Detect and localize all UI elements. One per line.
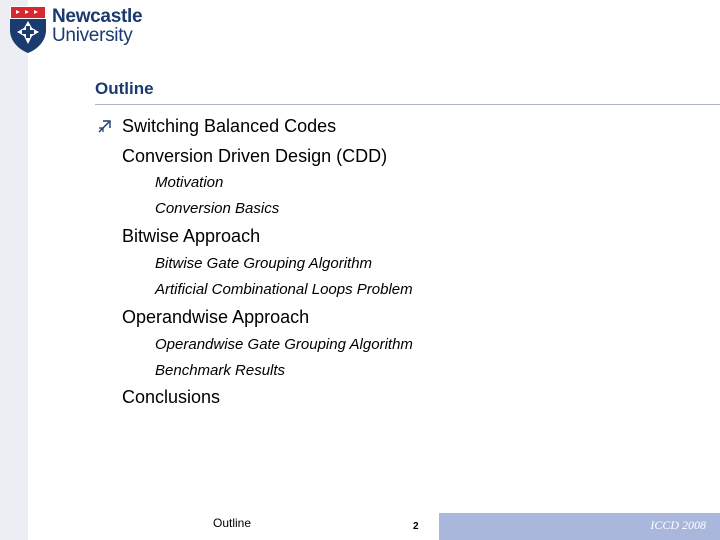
outline-item: Conclusions: [122, 387, 221, 407]
left-decorative-strip: [0, 0, 28, 540]
arrow-bullet-icon: [96, 117, 114, 135]
outline-subitem: Artificial Combinational Loops Problem: [155, 281, 413, 298]
footer-section-label: Outline: [213, 516, 252, 530]
outline-item: Conversion Driven Design (CDD): [122, 146, 388, 166]
logo-line-2: University: [52, 25, 133, 46]
logo-line-1: Newcastle: [52, 6, 143, 27]
title-divider: [95, 104, 720, 105]
outline-subitem: Operandwise Gate Grouping Algorithm: [155, 336, 413, 353]
outline-item: Switching Balanced Codes: [122, 116, 337, 136]
outline-subitem: Bitwise Gate Grouping Algorithm: [155, 255, 373, 272]
outline-subitem: Conversion Basics: [155, 200, 280, 217]
outline-item: Operandwise Approach: [122, 307, 310, 327]
slide-title: Outline: [95, 79, 154, 98]
outline-subitem: Benchmark Results: [155, 362, 286, 379]
outline-subitem: Motivation: [155, 174, 224, 191]
outline-item: Bitwise Approach: [122, 226, 261, 246]
university-logo: [8, 4, 158, 56]
page-number: 2: [413, 521, 419, 532]
university-crest-icon: [8, 4, 48, 54]
conference-label: ICCD 2008: [650, 518, 706, 532]
